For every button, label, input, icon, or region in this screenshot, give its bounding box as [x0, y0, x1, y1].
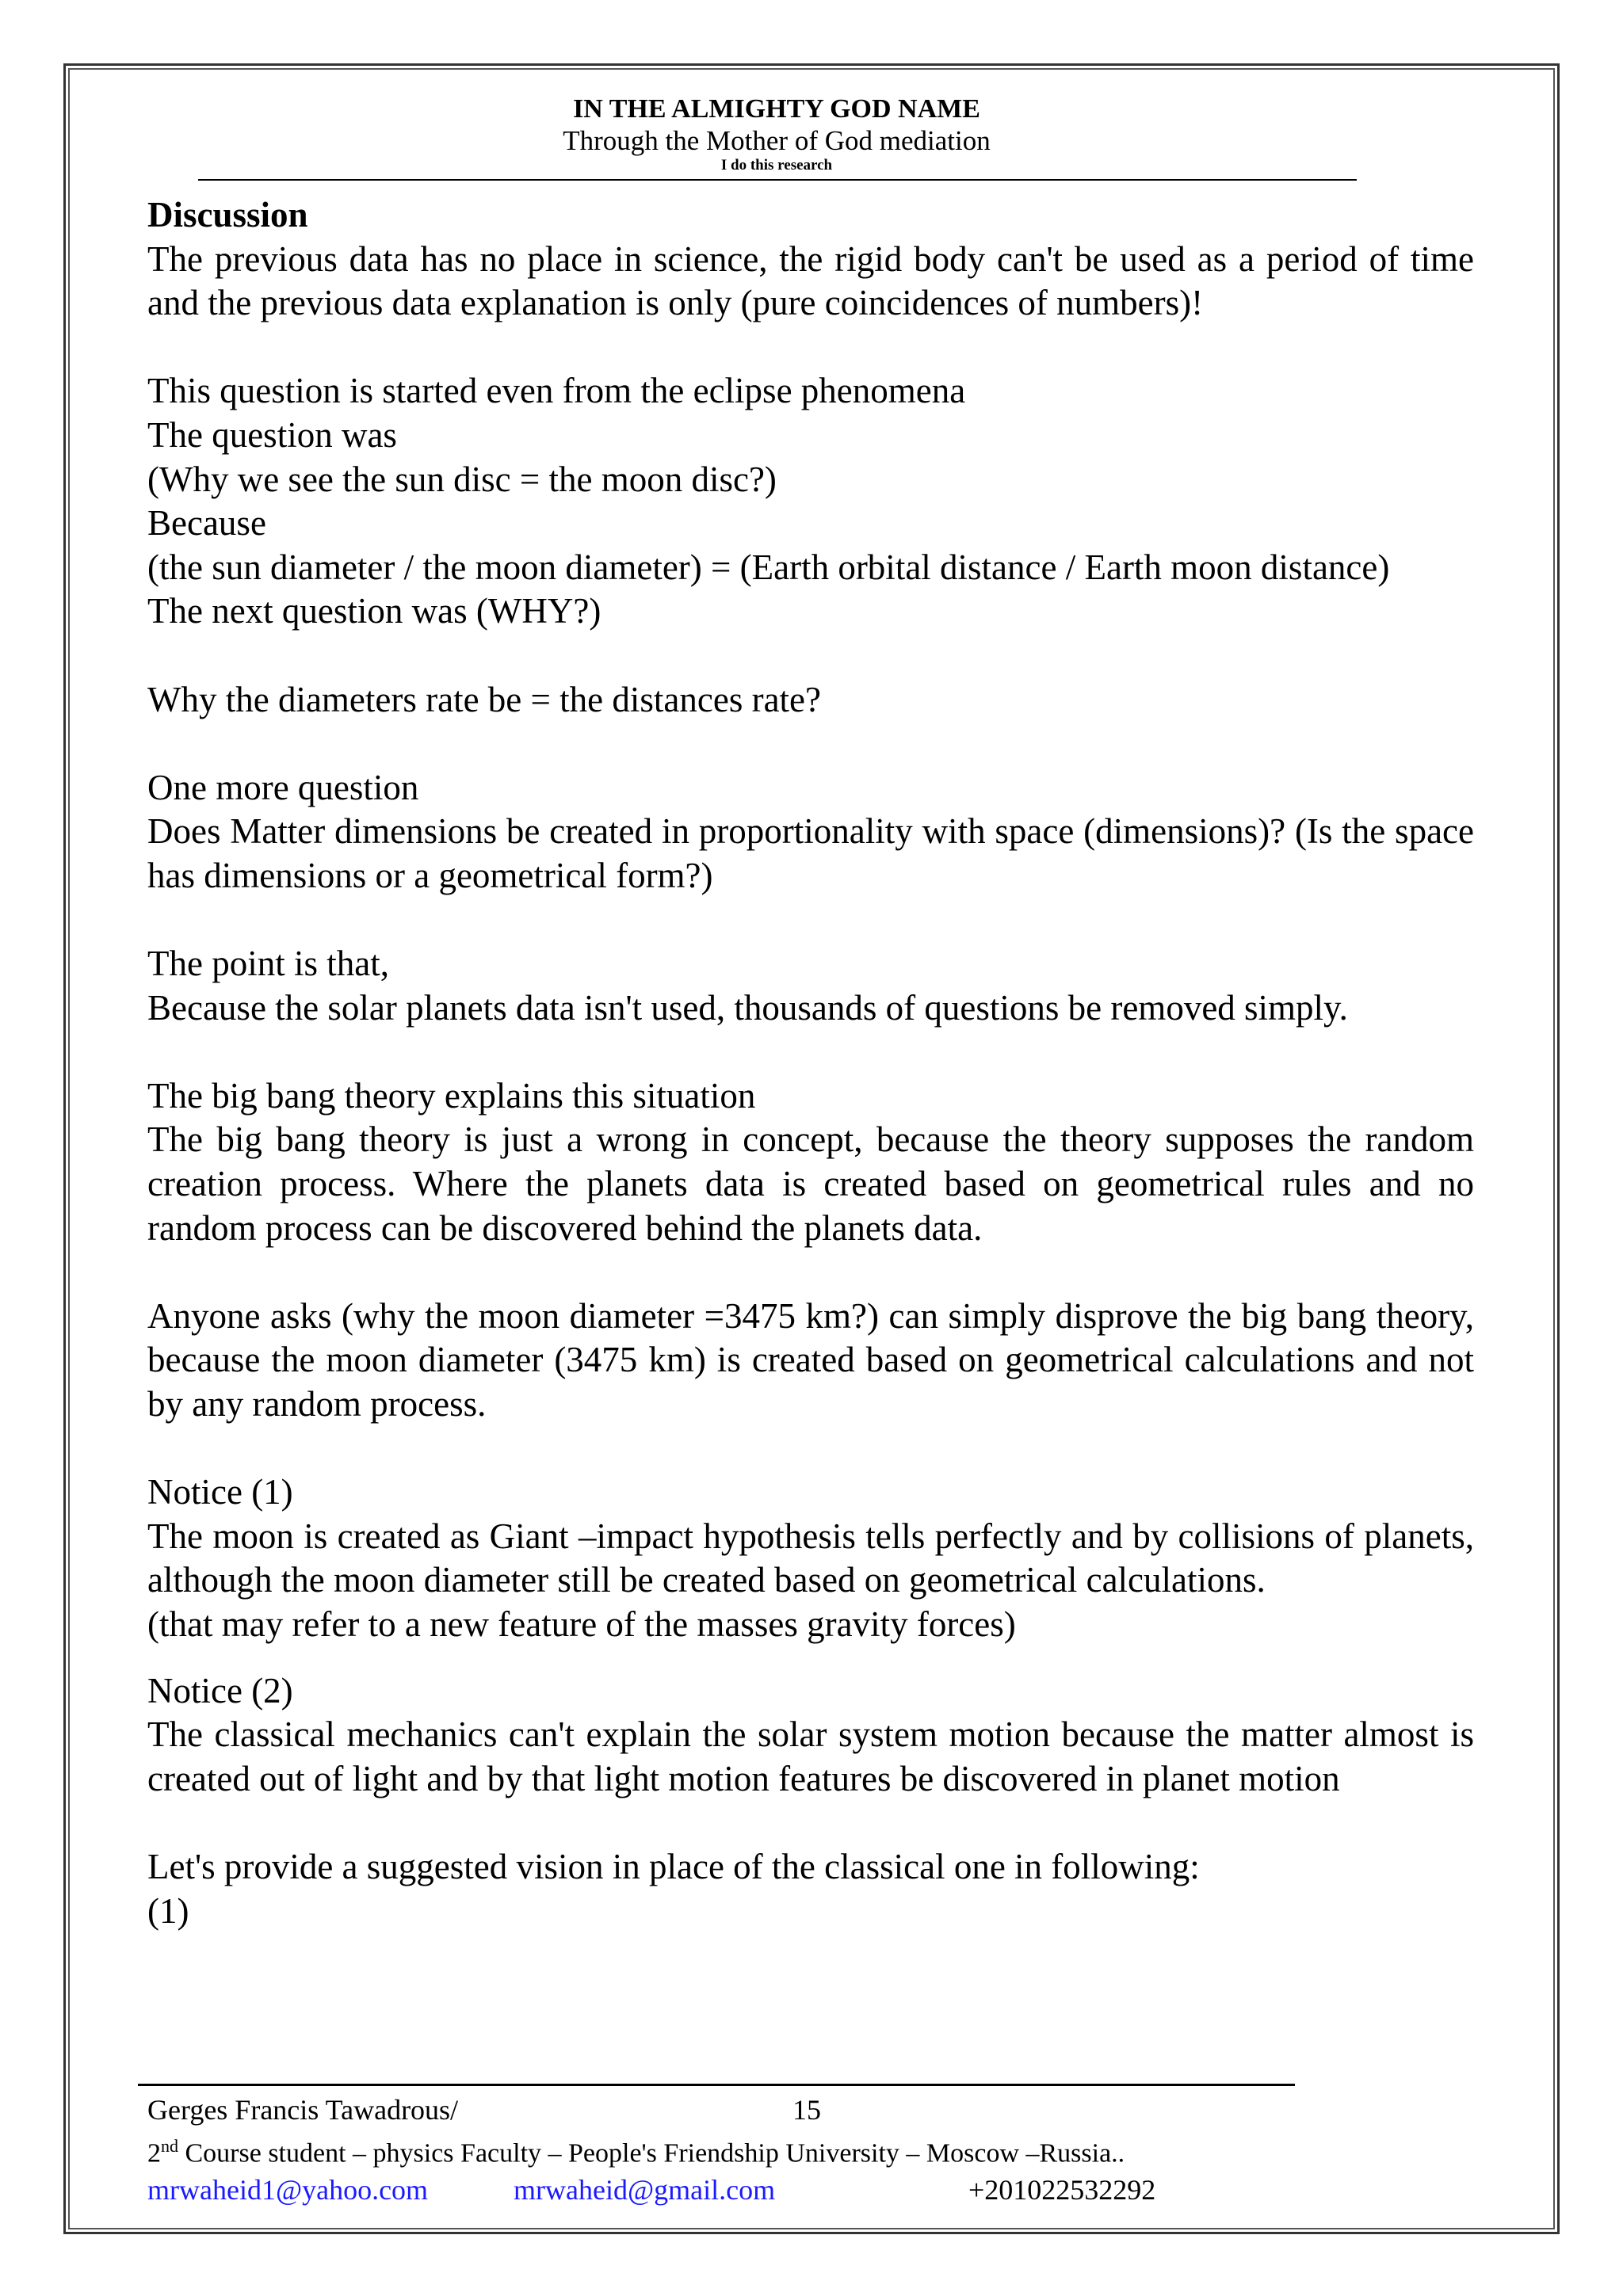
- page-header: [198, 93, 1355, 174]
- document-body: [147, 193, 1474, 1933]
- course-text: Course student – physics Faculty – People's Friendship University – Moscow –Russia..: [178, 2138, 1125, 2168]
- text-line: The point is that,: [147, 944, 389, 984]
- course-ordinal-suffix: nd: [161, 2136, 178, 2156]
- email-link-yahoo[interactable]: mrwaheid1@yahoo.com: [147, 2174, 429, 2206]
- text-line: The question was: [147, 414, 397, 455]
- paragraph: Anyone asks (why the moon diameter =3475 km?) can simply disprove the big bang theory, because the moon diameter (3475 km) is created based on geometrical calculations and not by any random process.: [147, 1295, 1474, 1425]
- text-line: Because the solar planets data isn't used, thousands of questions be removed simply.: [147, 987, 1348, 1028]
- footer-course-line: [147, 2128, 1495, 2172]
- section-heading: Discussion: [147, 195, 308, 235]
- text-line: Let's provide a suggested vision in place of the classical one in following:: [147, 1846, 1200, 1886]
- footer-author: Gerges Francis Tawadrous/: [147, 2094, 459, 2126]
- paragraph: The moon is created as Giant –impact hypothesis tells perfectly and by collisions of planets, although the moon diameter still be created based on geometrical calculations.: [147, 1516, 1474, 1600]
- text-line: (that may refer to a new feature of the masses gravity forces): [147, 1604, 1016, 1644]
- paragraph: (the sun diameter / the moon diameter) = (Earth orbital distance / Earth moon distance): [147, 547, 1390, 587]
- text-line: (Why we see the sun disc = the moon disc?): [147, 459, 777, 499]
- paragraph: The classical mechanics can't explain the solar system motion because the matter almost is created out of light and by that light motion features be discovered in planet motion: [147, 1714, 1474, 1798]
- text-line: Because: [147, 503, 266, 543]
- page-footer: [147, 2092, 1495, 2208]
- footer-divider: [138, 2084, 1295, 2086]
- phone-number: +201022532292: [968, 2174, 1156, 2206]
- header-small-text: I do this research: [720, 157, 833, 174]
- header-title: IN THE ALMIGHTY GOD NAME: [573, 94, 980, 124]
- text-line: The next question was (WHY?): [147, 591, 601, 631]
- text-line: (1): [147, 1890, 189, 1931]
- text-line: Why the diameters rate be = the distances rate?: [147, 679, 821, 719]
- notice-label: Notice (2): [147, 1670, 293, 1711]
- email-link-gmail[interactable]: mrwaheid@gmail.com: [514, 2174, 776, 2206]
- text-line: One more question: [147, 767, 419, 807]
- course-ordinal: 2: [147, 2138, 161, 2168]
- header-subtitle: Through the Mother of God mediation: [563, 125, 991, 156]
- paragraph: Does Matter dimensions be created in proportionality with space (dimensions)? (Is the space has dimensions or a geometrical form?): [147, 811, 1474, 895]
- text-line: The big bang theory explains this situation: [147, 1075, 756, 1116]
- paragraph: The previous data has no place in science, the rigid body can't be used as a period of time and the previous data explanation is only (pure coincidences of numbers)!: [147, 238, 1474, 323]
- page-number: 15: [792, 2094, 821, 2126]
- header-divider: [198, 179, 1357, 181]
- text-line: This question is started even from the eclipse phenomena: [147, 371, 966, 411]
- paragraph: The big bang theory is just a wrong in concept, because the theory supposes the random creation process. Where the planets data is created based on geometrical rules and no random process can be discovered behind the planets data.: [147, 1119, 1474, 1248]
- notice-label: Notice (1): [147, 1472, 293, 1512]
